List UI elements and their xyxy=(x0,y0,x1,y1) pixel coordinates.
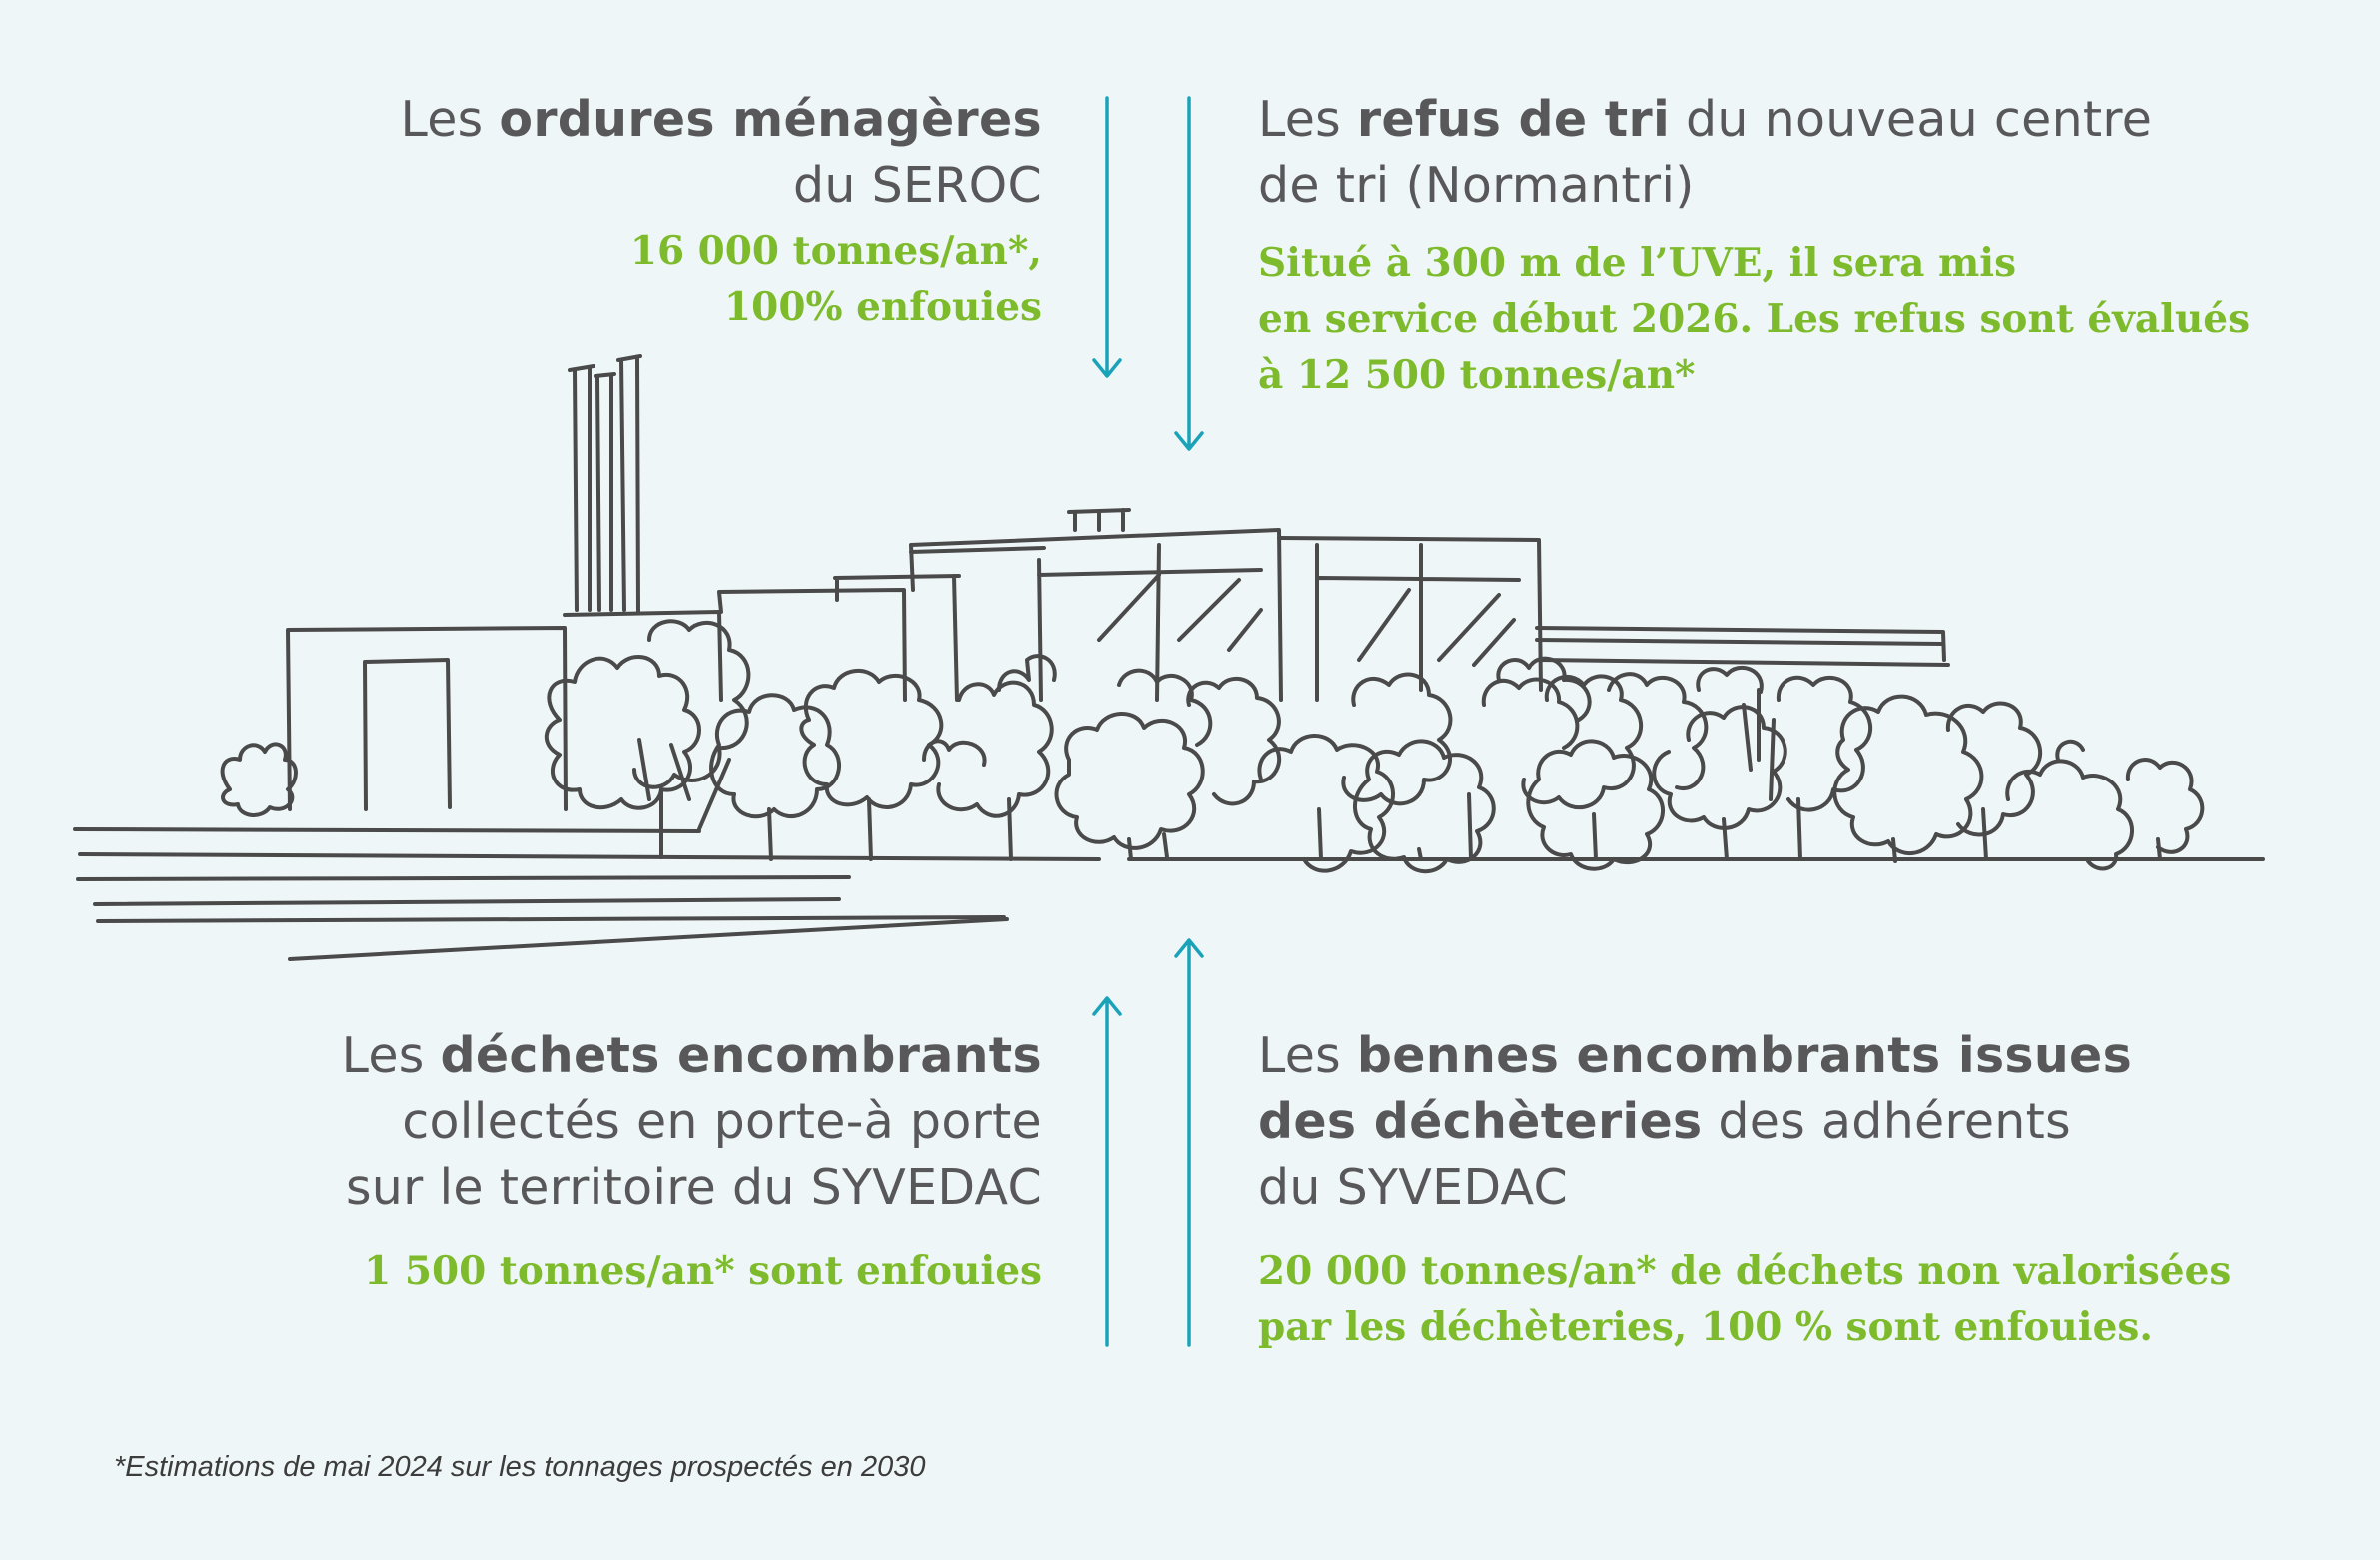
bennes-title-line3: du SYVEDAC xyxy=(1258,1159,1568,1216)
block-ordures-menageres xyxy=(400,87,1042,335)
refus-sub2: en service début 2026. Les refus sont évalués xyxy=(1258,296,2251,342)
ordures-title: Les ordures ménagères xyxy=(400,91,1042,148)
ordures-title-line2: du SEROC xyxy=(792,157,1042,214)
arrow-up-right xyxy=(1176,940,1202,1345)
refus-title-bold: refus de tri xyxy=(1356,91,1671,148)
arrow-up-left xyxy=(1094,998,1120,1345)
bennes-sub2: par les déchèteries, 100 % sont enfouies. xyxy=(1258,1304,2153,1350)
dechets-sub1: 1 500 tonnes/an* sont enfouies xyxy=(364,1248,1042,1294)
chimneys xyxy=(570,356,640,612)
flow-arrows xyxy=(1094,98,1202,1345)
building-left xyxy=(288,628,566,809)
block-dechets-encombrants xyxy=(342,1023,1042,1299)
dechets-title-line3: sur le territoire du SYVEDAC xyxy=(345,1159,1042,1216)
footnote: *Estimations de mai 2024 sur les tonnages prospectés en 2030 xyxy=(114,1451,926,1483)
ordures-sub2: 100% enfouies xyxy=(724,284,1042,330)
arrow-down-left xyxy=(1094,98,1120,376)
arrow-down-right xyxy=(1176,98,1202,449)
dechets-title-bold: déchets encombrants xyxy=(440,1027,1042,1084)
dechets-title: Les déchets encombrants xyxy=(341,1027,1042,1084)
ground-lines xyxy=(75,829,2263,959)
tree-line xyxy=(547,621,2203,871)
bennes-title-bold: bennes encombrants issues xyxy=(1356,1027,2133,1084)
refus-sub3: à 12 500 tonnes/an* xyxy=(1258,352,1696,398)
refus-title: Les refus de tri du nouveau centre xyxy=(1258,91,2153,148)
block-bennes-encombrants xyxy=(1258,1023,2231,1355)
block-refus-de-tri xyxy=(1258,87,2250,403)
shrub-left xyxy=(223,744,296,815)
bennes-title: Les bennes encombrants issues xyxy=(1258,1027,2133,1084)
refus-title-line2: de tri (Normantri) xyxy=(1258,157,1695,214)
bennes-title-line2: des déchèteries des adhérents xyxy=(1258,1093,2072,1150)
bennes-sub1: 20 000 tonnes/an* de déchets non valorisées xyxy=(1258,1248,2232,1294)
ordures-title-bold: ordures ménagères xyxy=(499,91,1042,148)
ordures-sub1: 16 000 tonnes/an*, xyxy=(629,228,1042,274)
refus-sub1: Situé à 300 m de l’UVE, il sera mis xyxy=(1258,240,2017,286)
bennes-title-line2-bold: des déchèteries xyxy=(1258,1093,1703,1150)
dechets-title-line2: collectés en porte-à porte xyxy=(402,1093,1042,1150)
